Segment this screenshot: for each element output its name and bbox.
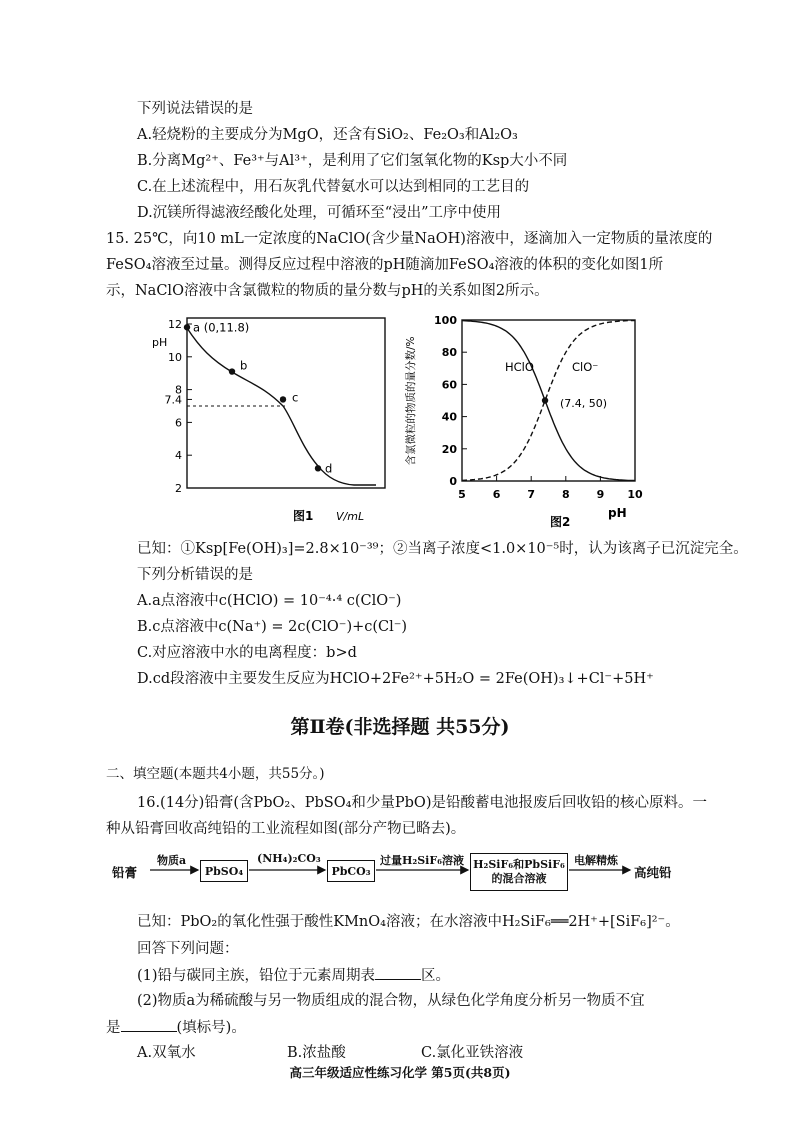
figure-2-ytick-label: 100 [434, 314, 457, 327]
point-label-c: c [292, 390, 299, 405]
q14-option-d: D.沉镁所得滤液经酸化处理，可循环至“浸出”工序中使用 [137, 205, 502, 221]
flow-end: 高纯铅 [634, 865, 672, 880]
figure-1-ytick-label: 4 [175, 449, 182, 463]
q15-stem: 下列分析错误的是 [137, 567, 253, 583]
q16-part-2-option-c: C.氯化亚铁溶液 [421, 1045, 524, 1061]
figure-2-xlabel: pH [608, 506, 627, 520]
figure-2-xtick-label: 6 [492, 488, 501, 501]
point-label-d: d [325, 461, 333, 476]
figure-2-ytick-label: 80 [441, 346, 457, 360]
flow-box-pbco3: PbCO₃ [327, 860, 375, 882]
figure-2-xtick-label: 5 [458, 488, 466, 501]
q16-line-2: 种从铅膏回收高纯铅的工业流程如图(部分产物已略去)。 [106, 821, 466, 837]
q16-known: 已知：PbO₂的氧化性强于酸性KMnO₄溶液；在水溶液中H₂SiF₆══2H⁺+[SiF₆]²⁻。 [137, 914, 680, 930]
q15-known: 已知：①Ksp[Fe(OH)₃]=2.8×10⁻³⁹；②当离子浓度<1.0×10⁻⁵时，认为该离子已沉淀完全。 [137, 541, 748, 557]
q15-line-3: 示，NaClO溶液中含氯微粒的物质的量分数与pH的关系如图2所示。 [106, 283, 549, 299]
flow-start: 铅膏 [112, 865, 138, 880]
q15-option-c: C.对应溶液中水的电离程度：b>d [137, 645, 357, 661]
q16-part-2-line-2 [106, 1019, 246, 1037]
answer-blank-1[interactable] [375, 967, 421, 980]
figure-1-title: 图1 [293, 509, 314, 523]
figure-2-ylabel: 含氯微粒的物质的量分数/% [405, 336, 417, 466]
figure-2-xtick-label: 7 [527, 488, 536, 501]
point-label-a: a (0,11.8) [193, 320, 250, 335]
flow-arrow-4-label: 电解精炼 [574, 854, 618, 867]
q14-option-c: C.在上述流程中，用石灰乳代替氨水可以达到相同的工艺目的 [137, 179, 530, 195]
figure-2-ytick-label: 20 [441, 442, 457, 456]
q14-stem: 下列说法错误的是 [137, 101, 253, 117]
flow-arrow-2-label: (NH₄)₂CO₃ [257, 852, 321, 865]
figure-2-xtick-label: 9 [596, 488, 605, 501]
figure-1-ytick-label: 2 [175, 482, 182, 495]
q15-option-b: B.c点溶液中c(Na⁺) = 2c(ClO⁻)+c(Cl⁻) [137, 619, 408, 635]
figure-1-ytick-label: 7.4 [164, 393, 182, 407]
figure-2-ytick-label: 40 [441, 410, 457, 424]
q14-option-b: B.分离Mg²⁺、Fe³⁺与Al³⁺，是利用了它们氢氧化物的Ksp大小不同 [137, 153, 568, 169]
q16-part-2-option-b: B.浓盐酸 [287, 1045, 346, 1061]
clo-series-label: ClO⁻ [572, 360, 599, 374]
q16-part-1-suffix: 区。 [421, 968, 451, 984]
figure-1-ytick-label: 10 [168, 350, 182, 364]
q15-option-d: D.cd段溶液中主要发生反应为HClO+2Fe²⁺+5H₂O = 2Fe(OH)₃↓+Cl⁻+5H⁺ [137, 671, 654, 687]
q16-answer-heading: 回答下列问题： [137, 941, 239, 957]
flow-box-mixed-solution: H₂SiF₆和PbSiF₆的混合溶液 [470, 853, 568, 891]
fill-in-heading: 二、填空题(本题共4小题，共55分。) [106, 766, 325, 782]
hclo-series-label: HClO [505, 360, 534, 374]
q15-option-a: A.a点溶液中c(HClO) = 10⁻⁴·⁴ c(ClO⁻) [137, 593, 402, 609]
figure-1-ytick-label: 12 [168, 318, 182, 331]
q15-line-2: FeSO₄溶液至过量。测得反应过程中溶液的pH随滴加FeSO₄溶液的体积的变化如图1所 [106, 257, 664, 273]
figure-1-ytick-label: 8 [175, 383, 182, 397]
q16-part-1-text: (1)铅与碳同主族，铅位于元素周期表 [137, 968, 376, 984]
figure-2-title: 图2 [550, 515, 571, 529]
point-label-b: b [240, 358, 248, 373]
figure-2-xtick-label: 8 [561, 488, 570, 501]
q16-part-1 [137, 967, 450, 985]
figure-2-ytick-label: 60 [441, 378, 457, 392]
flow-box-pbso4: PbSO₄ [200, 860, 248, 882]
flow-arrow-1-label: 物质a [157, 854, 187, 867]
section-2-title: 第Ⅱ卷(非选择题 共55分) [290, 716, 510, 738]
answer-blank-2[interactable] [121, 1019, 177, 1032]
flow-arrow-3-label: 过量H₂SiF₆溶液 [380, 854, 464, 867]
page-footer: 高三年级适应性练习化学 第5页(共8页) [289, 1065, 511, 1080]
q16-part-2-suffix: (填标号)。 [176, 1020, 246, 1036]
q14-option-a: A.轻烧粉的主要成分为MgO，还含有SiO₂、Fe₂O₃和Al₂O₃ [137, 127, 518, 143]
q15-line-1: 15. 25℃，向10 mL一定浓度的NaClO(含少量NaOH)溶液中，逐滴加入一定物质的量浓度的 [106, 231, 713, 247]
figure-2-xtick-label: 10 [627, 488, 643, 501]
figure-2-ytick-label: 0 [449, 475, 457, 488]
figure-1-ylabel: pH [152, 336, 168, 349]
q16-part-2-line-1: (2)物质a为稀硫酸与另一物质组成的混合物，从绿色化学角度分析另一物质不宜 [137, 993, 645, 1009]
q16-line-1: 16.(14分)铅膏(含PbO₂、PbSO₄和少量PbO)是铅酸蓄电池报废后回收铅的核心原料。一 [137, 795, 707, 811]
intersection-label: (7.4, 50) [560, 397, 608, 410]
q16-part-2-option-a: A.双氧水 [137, 1045, 196, 1061]
q16-part-2-text: 是 [106, 1020, 121, 1036]
figure-1-ytick-label: 6 [175, 416, 182, 430]
figure-1-xlabel: V/mL [336, 510, 365, 523]
